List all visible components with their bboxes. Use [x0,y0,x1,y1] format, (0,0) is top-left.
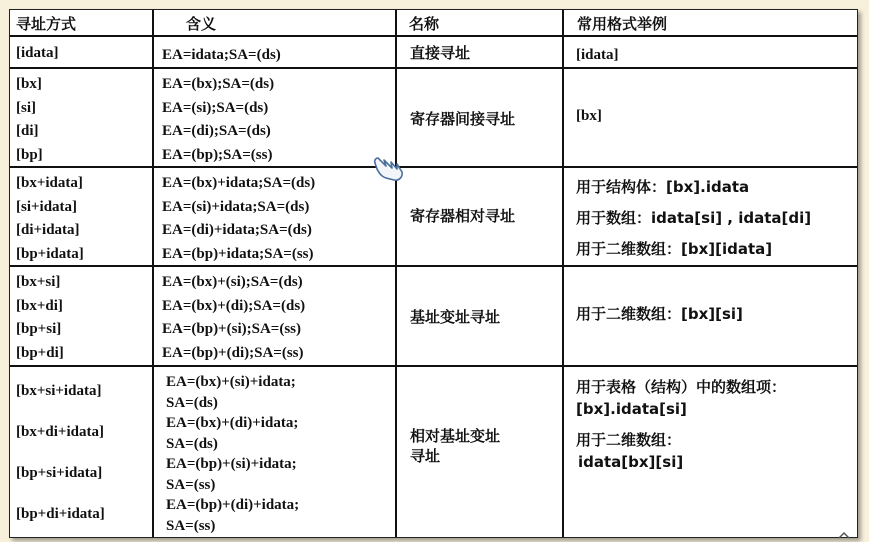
name-cell: 基址变址寻址 [410,308,501,326]
meaning-cell: EA=(bx)+idata;SA=(ds) EA=(si)+idata;SA=(ds) EA=(di)+idata;SA=(ds) EA=(bp)+idata;SA=(ss) [162,175,316,262]
mode-cell: [idata] [16,45,59,61]
header-name: 名称 [409,15,440,33]
name-cell: 直接寻址 [410,44,471,62]
row-divider [10,265,857,267]
example-cell: [bx] [576,108,602,124]
row-divider [10,35,857,37]
row-divider [10,67,857,69]
example-cell: [idata] [576,47,619,63]
meaning-cell: EA=(bx)+(si)+idata; SA=(ds) EA=(bx)+(di)+idata; SA=(ds) EA=(bp)+(si)+idata; SA=(ss) EA=(bp)+(di)+idata; SA=(ss) [166,374,300,534]
header-example: 常用格式举例 [577,15,668,33]
row-divider [10,365,857,367]
example-cell: 用于结构体：[bx].idata 用于数组：idata[si] , idata[di] 用于二维数组：[bx][idata] [576,178,812,258]
mode-cell: [bx+si+idata] [bx+di+idata] [bp+si+idata] [bp+di+idata] [16,383,105,522]
example-cell: 用于表格（结构）中的数组项： [bx].idata[si] 用于二维数组： idata[bx][si] [576,378,787,471]
name-cell: 寄存器相对寻址 [410,207,516,225]
name-cell: 相对基址变址 寻址 [410,427,501,465]
name-cell: 寄存器间接寻址 [410,110,516,128]
mode-cell: [bx+si] [bx+di] [bp+si] [bp+di] [16,274,64,361]
header-meaning: 含义 [186,15,217,33]
column-divider [395,10,397,537]
meaning-cell: EA=(bx);SA=(ds) EA=(si);SA=(ds) EA=(di);SA=(ds) EA=(bp);SA=(ss) [162,76,275,163]
mode-cell: [bx+idata] [si+idata] [di+idata] [bp+idata] [16,175,84,262]
meaning-cell: EA=idata;SA=(ds) [162,47,281,63]
column-divider [152,10,154,537]
example-cell: 用于二维数组：[bx][si] [576,305,743,323]
addressing-modes-table [9,9,858,538]
header-mode: 寻址方式 [16,15,77,33]
column-divider [562,10,564,537]
hand-cursor-icon [372,148,406,182]
meaning-cell: EA=(bx)+(si);SA=(ds) EA=(bx)+(di);SA=(ds) EA=(bp)+(si);SA=(ss) EA=(bp)+(di);SA=(ss) [162,274,306,361]
mode-cell: [bx] [si] [di] [bp] [16,76,43,163]
corner-icon [837,530,851,540]
row-divider [10,166,857,168]
